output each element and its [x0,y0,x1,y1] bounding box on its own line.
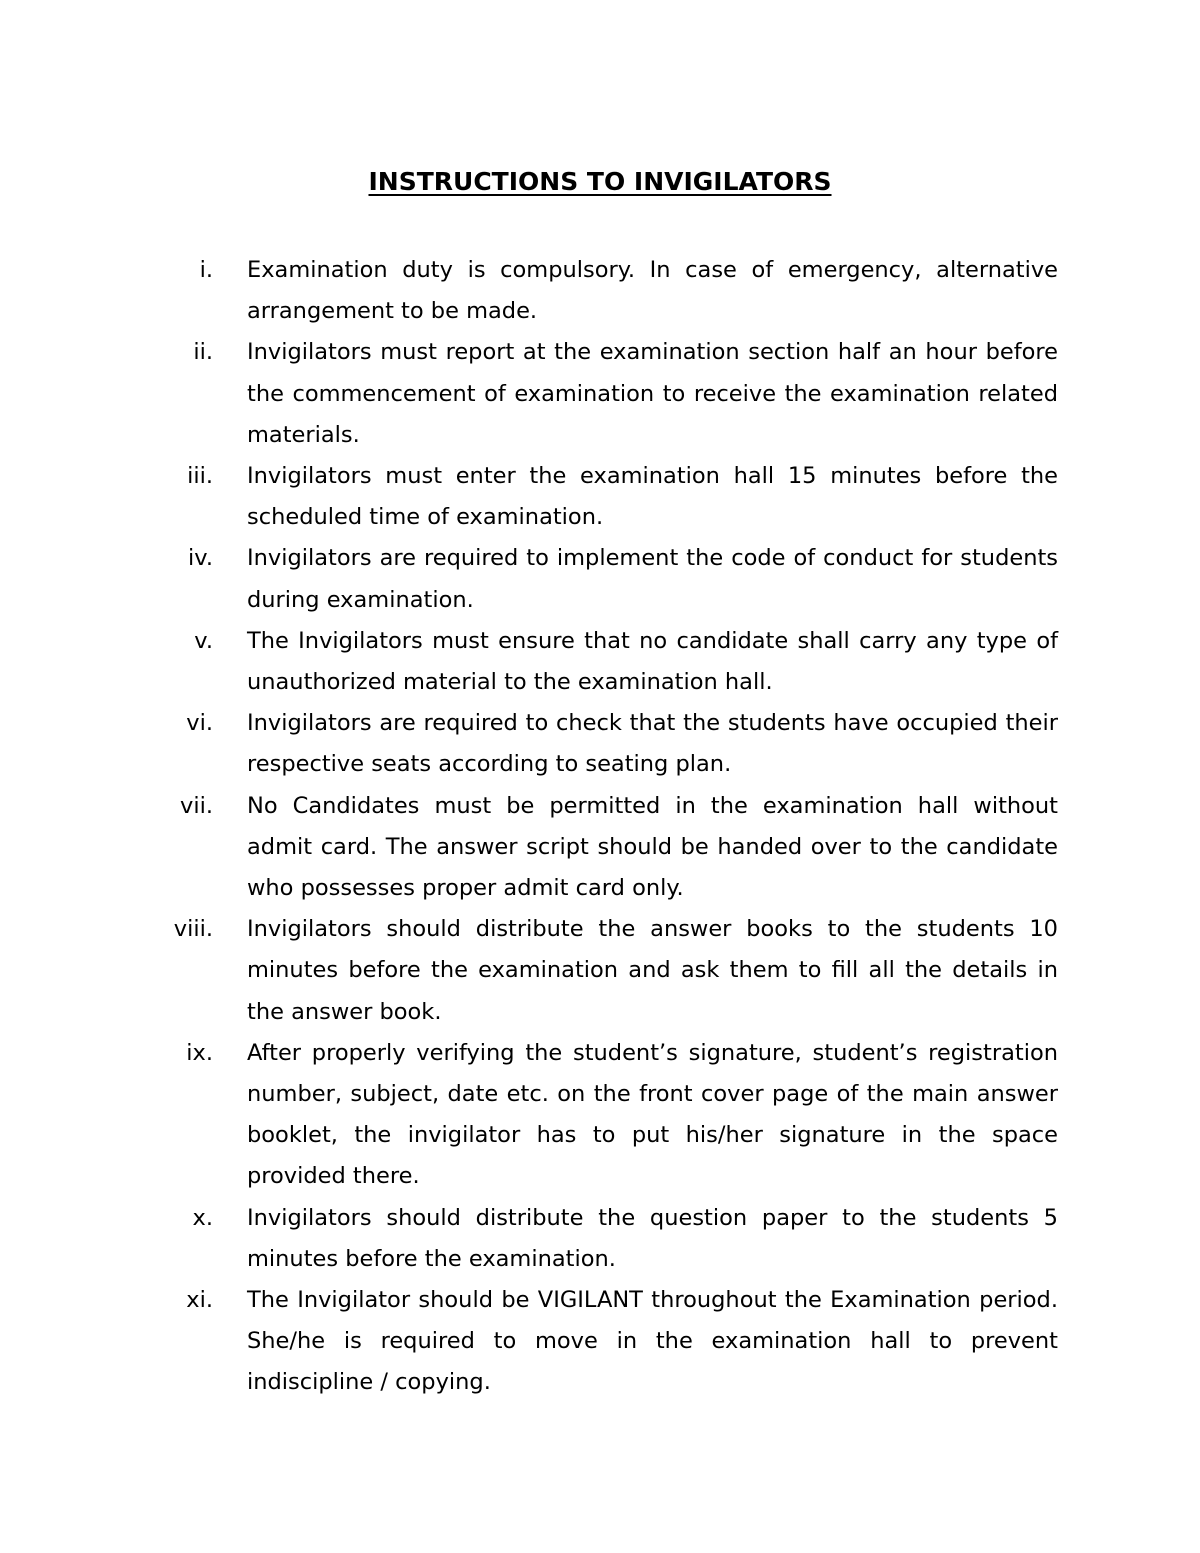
list-item [0,456,1200,538]
list-item [0,332,1200,456]
list-item [0,250,1200,332]
list-item-numeral: v. [194,627,213,654]
list-item [0,1033,1200,1198]
list-item-text: Invigilators should distribute the question paper to the students 5 minutes before the examination. [247,1204,1058,1272]
list-item [0,1280,1200,1404]
list-item-text: No Candidates must be permitted in the examination hall without admit card. The answer script should be handed over to the candidate who possesses proper admit card only. [247,792,1058,902]
list-item-numeral: iv. [188,545,213,572]
list-item-text: Invigilators must report at the examination section half an hour before the commencement of examination to receive the examination related materials. [247,339,1058,448]
list-item-numeral: ii. [193,339,213,366]
list-item [0,538,1200,620]
instructions-list [0,250,1200,1404]
list-item-numeral: i. [199,257,213,283]
list-item-text: After properly verifying the student’s signature, student’s registration number, subject, date etc. on the front cover page of the main answer booklet, the invigilator has to put his/her signature in the space provided there. [247,1039,1058,1190]
list-item [0,621,1200,703]
list-item [0,786,1200,910]
list-item-text: Invigilators must enter the examination hall 15 minutes before the scheduled time of examination. [247,463,1058,531]
list-item-text: Invigilators should distribute the answer books to the students 10 minutes before the examination and ask them to fill all the details in the answer book. [247,916,1058,1025]
document-title [0,164,1200,200]
list-item [0,909,1200,1033]
list-item [0,1198,1200,1280]
list-item-numeral: iii. [187,463,213,490]
list-item-numeral: viii. [173,916,213,943]
list-item-numeral: vi. [186,710,213,737]
list-item-numeral: x. [192,1204,213,1231]
list-item-numeral: xi. [186,1287,213,1314]
list-item-numeral: vii. [180,792,213,819]
list-item-text: Invigilators are required to check that the students have occupied their respective seats according to seating plan. [247,710,1058,778]
list-item [0,703,1200,785]
list-item-text: The Invigilator should be VIGILANT throughout the Examination period. She/he is required to move in the examination hall to prevent indiscipline / copying. [247,1287,1058,1396]
list-item-text: Invigilators are required to implement the code of conduct for students during examination. [247,545,1058,613]
list-item-text: Examination duty is compulsory. In case of emergency, alternative arrangement to be made. [247,257,1058,325]
list-item-text: The Invigilators must ensure that no candidate shall carry any type of unauthorized material to the examination hall. [247,627,1058,696]
list-item-numeral: ix. [186,1039,213,1066]
document-title-text: INSTRUCTIONS TO INVIGILATORS [368,167,832,196]
